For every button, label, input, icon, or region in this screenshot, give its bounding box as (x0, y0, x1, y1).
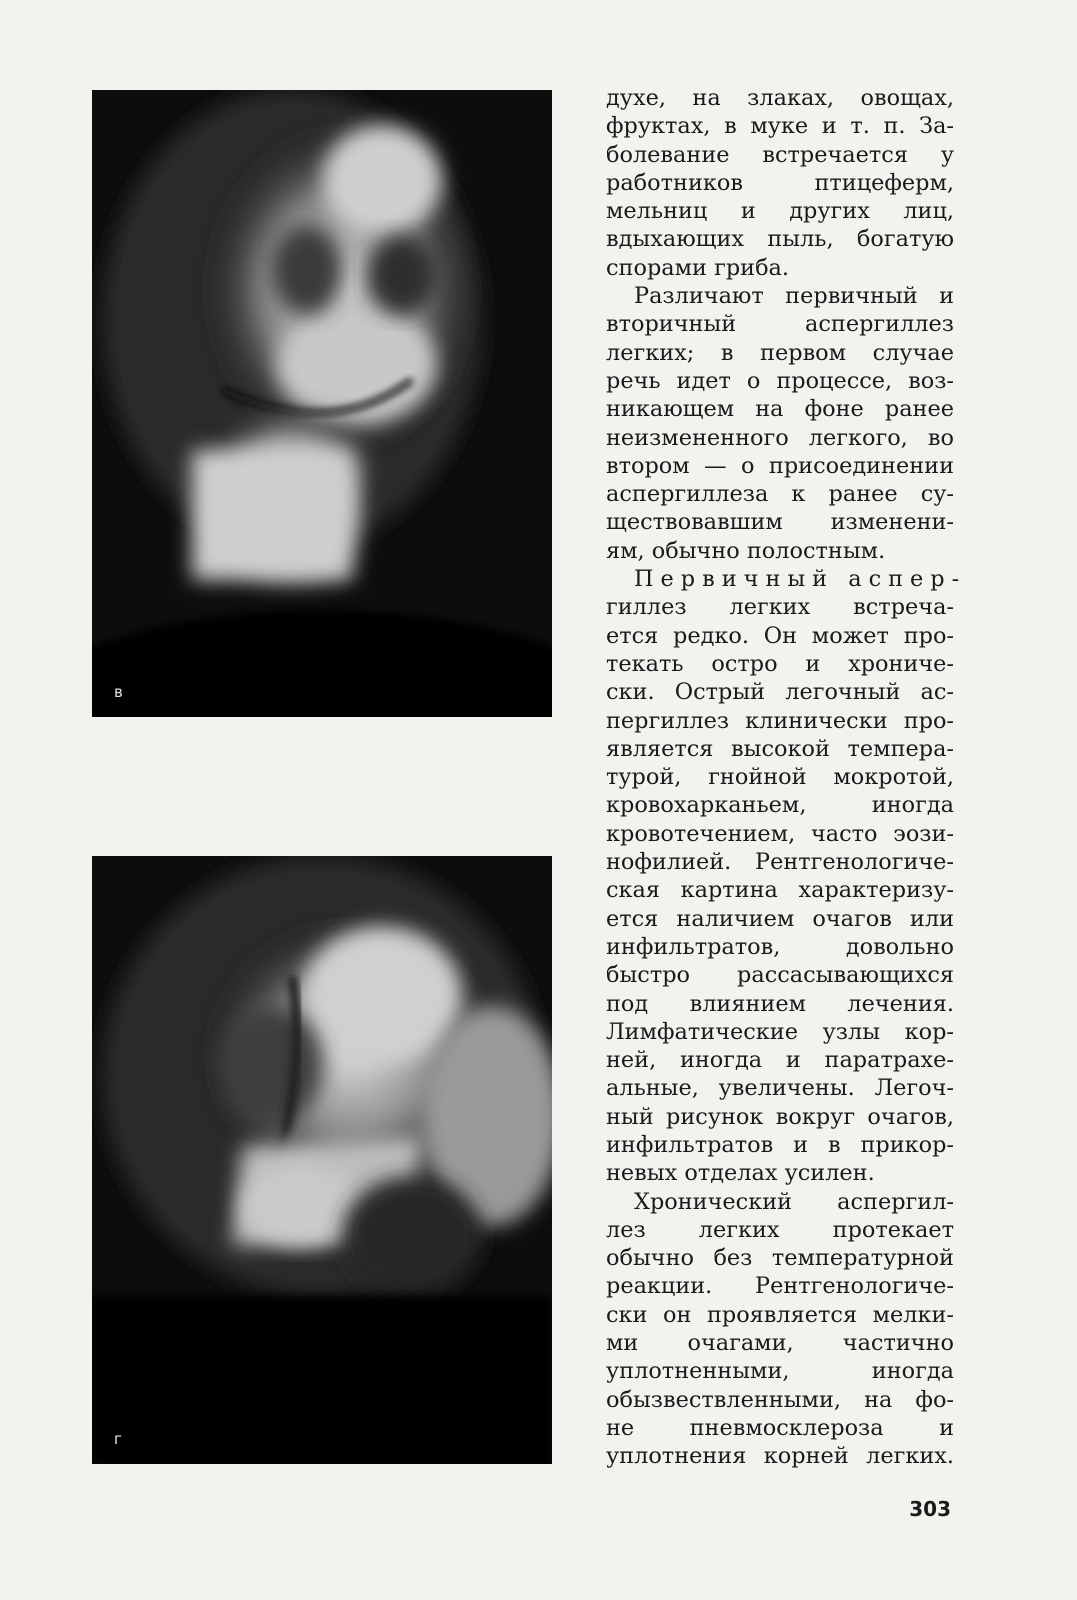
text-line: под влиянием лечения. (606, 990, 954, 1017)
text-line: реакции. Рентгенологиче- (606, 1273, 954, 1300)
text-line: духе, на злаках, овощах, (606, 85, 954, 111)
figure-label-v: в (114, 683, 123, 701)
text-line: ется редко. Он может про- (606, 622, 954, 649)
text-line: ми очагами, частично (606, 1330, 954, 1357)
text-line: гиллез легких встреча- (606, 594, 954, 621)
text-line: пергиллез клинически про- (606, 707, 954, 734)
xray-figure-v (92, 90, 552, 717)
text-line: Лимфатические узлы кор- (606, 1018, 954, 1045)
text-line: быстро рассасывающихся (606, 962, 954, 989)
text-line: турой, гнойной мокротой, (606, 764, 954, 791)
text-line: вдыхающих пыль, богатую (606, 226, 954, 253)
xray-image-g (92, 856, 552, 1464)
text-line: мельниц и других лиц, (606, 198, 954, 225)
text-line: втором — о присоединении (606, 452, 954, 479)
text-line: невых отделах усилен. (606, 1160, 875, 1187)
text-line: вторичный аспергиллез (606, 311, 954, 338)
text-line: спорами гриба. (606, 254, 790, 281)
figure-label-g: г (114, 1430, 122, 1448)
text-line: ски. Острый легочный ас- (606, 679, 954, 706)
text-line: уплотнения корней легких. (606, 1443, 954, 1470)
text-line: ям, обычно полостным. (606, 537, 886, 564)
text-line: уплотненными, иногда (606, 1358, 954, 1385)
text-line: неизмененного легкого, во (606, 424, 954, 451)
body-text-column (606, 84, 967, 1471)
text-line: ется наличием очагов или (606, 905, 954, 932)
text-line: инфильтратов, довольно (606, 933, 954, 960)
page-number: 303 (909, 1497, 951, 1521)
xray-image-v (92, 90, 552, 717)
text-line: Первичный аспер- (634, 566, 967, 593)
text-line: ней, иногда и паратрахе- (606, 1047, 954, 1074)
text-line: альные, увеличены. Легоч- (606, 1075, 954, 1102)
text-line: ществовавшим изменени- (606, 509, 954, 536)
text-line: фруктах, в муке и т. п. За- (606, 113, 954, 140)
text-line: нофилией. Рентгенологиче- (606, 849, 954, 876)
text-line: лез легких протекает (606, 1216, 954, 1243)
text-line: Различают первичный и (634, 283, 954, 310)
text-line: кровохарканьем, иногда (606, 792, 954, 819)
xray-figure-g (92, 856, 552, 1464)
text-line: никающем на фоне ранее (606, 396, 954, 423)
text-line: инфильтратов и в прикор- (606, 1131, 954, 1158)
text-line: ская картина характеризу- (606, 877, 954, 904)
text-line: ски он проявляется мелки- (606, 1301, 954, 1328)
text-line: обычно без температурной (606, 1245, 954, 1272)
text-line: аспергиллеза к ранее су- (606, 481, 954, 508)
text-line: работников птицеферм, (606, 169, 954, 196)
text-line: является высокой темпера- (606, 735, 954, 762)
text-line: болевание встречается у (606, 141, 954, 168)
text-line: легких; в первом случае (606, 339, 954, 366)
text-line: текать остро и хрониче- (606, 650, 954, 677)
text-line: не пневмосклероза и (606, 1414, 954, 1441)
text-line: речь идет о процессе, воз- (606, 367, 954, 394)
text-line: ный рисунок вокруг очагов, (606, 1103, 954, 1130)
text-line: обызвествленными, на фо- (606, 1386, 954, 1413)
text-line: Хронический аспергил- (634, 1188, 954, 1215)
text-line: кровотечением, часто эози- (606, 820, 954, 847)
